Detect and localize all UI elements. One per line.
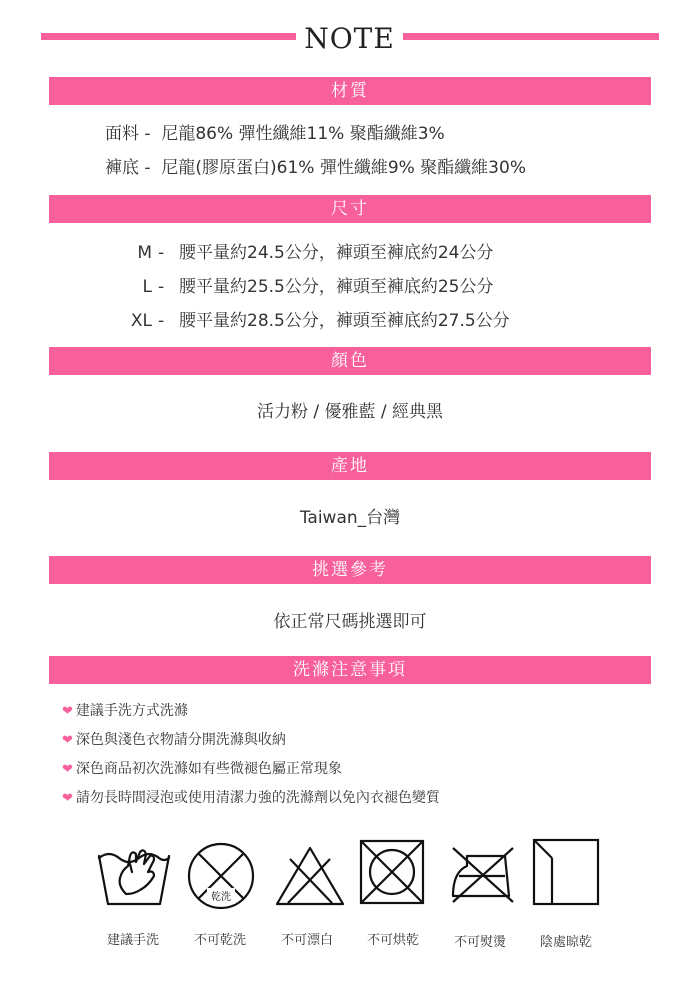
section-size-bar: 尺寸	[49, 195, 651, 223]
size-row	[104, 309, 604, 333]
no-iron-icon	[447, 842, 519, 906]
size-dash: -	[158, 311, 165, 331]
section-material-bar: 材質	[49, 77, 651, 105]
page-title: NOTE	[304, 22, 395, 55]
section-origin-bar: 產地	[49, 452, 651, 480]
size-dash: -	[158, 277, 165, 297]
heart-icon: ❤	[62, 733, 73, 748]
header-line-left	[41, 33, 296, 40]
size-label: M	[137, 243, 152, 263]
dry-clean-inner-label: 乾洗	[211, 892, 231, 903]
section-care-bar: 洗滌注意事項	[49, 656, 651, 684]
size-text: 腰平量約25.5公分，褲頭至褲底約25公分	[179, 277, 494, 297]
size-row	[104, 275, 604, 299]
section-fit-bar: 挑選參考	[49, 556, 651, 584]
care-icon-label: 不可熨燙	[453, 935, 506, 950]
fit-text: 依正常尺碼挑選即可	[273, 612, 427, 632]
material-row	[105, 122, 445, 146]
care-icon-label: 建議手洗	[106, 933, 159, 948]
care-icon-label: 不可乾洗	[193, 933, 246, 948]
colors-text: 活力粉 / 優雅藍 / 經典黑	[256, 402, 444, 422]
care-icon-label: 不可漂白	[280, 933, 333, 948]
material-text: 尼龍86% 彈性纖維11% 聚酯纖維3%	[161, 124, 445, 144]
section-color-bar: 顏色	[49, 347, 651, 375]
material-text: 尼龍(膠原蛋白)61% 彈性纖維9% 聚酯纖維30%	[161, 158, 526, 178]
size-label: L	[142, 277, 152, 297]
care-item: ❤ 請勿長時間浸泡或使用清潔力強的洗滌劑以免內衣褪色變質	[62, 790, 440, 806]
care-icon-label: 陰處晾乾	[539, 935, 592, 950]
care-item: ❤ 深色與淺色衣物請分開洗滌與收納	[62, 732, 286, 748]
no-tumble-dry-icon	[359, 839, 425, 905]
heart-icon: ❤	[62, 762, 73, 777]
care-item: ❤ 建議手洗方式洗滌	[62, 703, 188, 719]
size-dash: -	[158, 243, 165, 263]
size-row	[104, 241, 604, 265]
material-row	[105, 156, 526, 180]
care-icon-label: 不可烘乾	[366, 933, 419, 948]
origin-text: Taiwan_台灣	[299, 508, 401, 528]
material-label: 褲底 -	[105, 158, 151, 178]
size-label: XL	[130, 311, 152, 331]
care-item: ❤ 深色商品初次洗滌如有些微褪色屬正常現象	[62, 761, 342, 777]
size-text: 腰平量約28.5公分，褲頭至褲底約27.5公分	[179, 311, 510, 331]
heart-icon: ❤	[62, 704, 73, 719]
material-label: 面料 -	[105, 124, 151, 144]
size-text: 腰平量約24.5公分，褲頭至褲底約24公分	[179, 243, 494, 263]
header-line-right	[403, 33, 659, 40]
no-dry-clean-icon	[185, 840, 257, 912]
no-bleach-icon	[274, 845, 346, 907]
heart-icon: ❤	[62, 791, 73, 806]
shade-dry-icon	[532, 838, 600, 906]
note-header	[0, 22, 700, 56]
hand-wash-icon	[96, 842, 172, 908]
